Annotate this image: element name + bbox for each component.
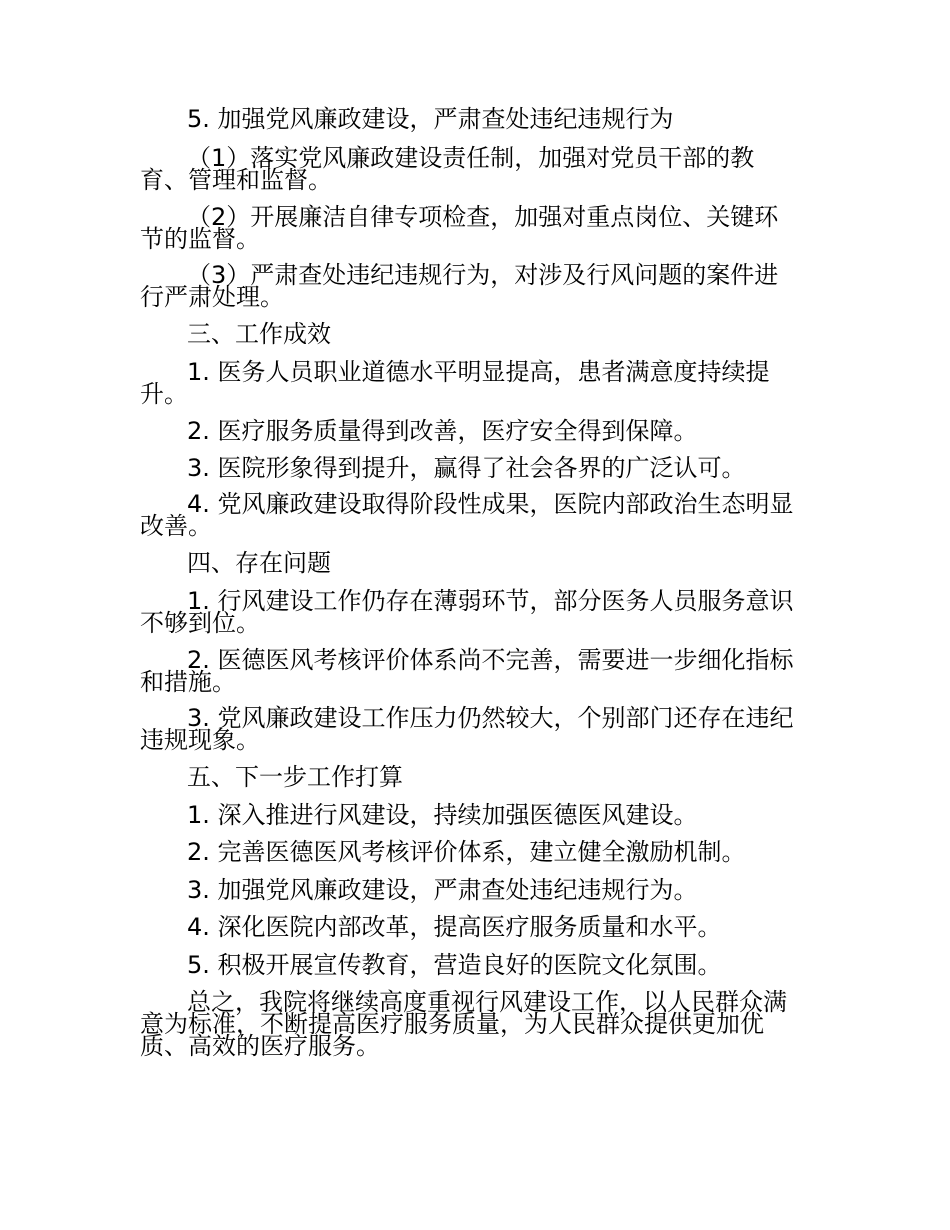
paragraph bbox=[140, 646, 820, 696]
text-line: 1. 医务人员职业道德水平明显提高，患者满意度持续提 bbox=[187, 358, 770, 386]
text-line: 升。 bbox=[140, 380, 188, 408]
section-heading bbox=[140, 549, 820, 577]
paragraph bbox=[140, 913, 820, 941]
text-line: 和措施。 bbox=[140, 668, 236, 696]
paragraph bbox=[140, 358, 820, 408]
text-line: （2）开展廉洁自律专项检查，加强对重点岗位、关键环 bbox=[187, 203, 779, 231]
paragraph bbox=[140, 838, 820, 866]
paragraph bbox=[140, 704, 820, 754]
text-line: 2. 医德医风考核评价体系尚不完善，需要进一步细化指标 bbox=[187, 646, 794, 674]
text-line: 不够到位。 bbox=[140, 609, 260, 637]
text-line: 5. 加强党风廉政建设，严肃查处违纪违规行为 bbox=[187, 105, 674, 133]
paragraph bbox=[140, 417, 820, 445]
text-line: 总之，我院将继续高度重视行风建设工作，以人民群众满 bbox=[187, 988, 787, 1016]
text-line: 3. 医院形象得到提升，赢得了社会各界的广泛认可。 bbox=[187, 454, 746, 482]
text-line: 行严肃处理。 bbox=[140, 283, 284, 311]
paragraph bbox=[140, 951, 820, 979]
text-line: 质、高效的医疗服务。 bbox=[140, 1032, 380, 1060]
section-heading bbox=[140, 320, 820, 348]
paragraph bbox=[140, 105, 820, 133]
text-line: 1. 深入推进行风建设，持续加强医德医风建设。 bbox=[187, 801, 698, 829]
text-line: 三、工作成效 bbox=[187, 320, 331, 348]
text-line: 4. 深化医院内部改革，提高医疗服务质量和水平。 bbox=[187, 913, 722, 941]
text-line: 2. 完善医德医风考核评价体系，建立健全激励机制。 bbox=[187, 838, 746, 866]
section-heading bbox=[140, 763, 820, 791]
text-line: 5. 积极开展宣传教育，营造良好的医院文化氛围。 bbox=[187, 951, 722, 979]
text-line: 1. 行风建设工作仍存在薄弱环节，部分医务人员服务意识 bbox=[187, 587, 794, 615]
text-line: （1）落实党风廉政建设责任制，加强对党员干部的教 bbox=[187, 144, 755, 172]
paragraph bbox=[140, 454, 820, 482]
paragraph bbox=[140, 587, 820, 637]
text-line: 3. 加强党风廉政建设，严肃查处违纪违规行为。 bbox=[187, 876, 698, 904]
text-line: 五、下一步工作打算 bbox=[187, 763, 403, 791]
text-line: 2. 医疗服务质量得到改善，医疗安全得到保障。 bbox=[187, 417, 698, 445]
text-line: 四、存在问题 bbox=[187, 549, 331, 577]
text-line: （3）严肃查处违纪违规行为，对涉及行风问题的案件进 bbox=[187, 261, 779, 289]
text-line: 4. 党风廉政建设取得阶段性成果，医院内部政治生态明显 bbox=[187, 490, 794, 518]
text-line: 3. 党风廉政建设工作压力仍然较大，个别部门还存在违纪 bbox=[187, 704, 794, 732]
paragraph bbox=[140, 144, 820, 194]
text-line: 育、管理和监督。 bbox=[140, 166, 332, 194]
text-line: 意为标准，不断提高医疗服务质量，为人民群众提供更加优 bbox=[140, 1010, 764, 1038]
closing-paragraph bbox=[140, 988, 820, 1060]
paragraph bbox=[140, 261, 820, 311]
text-line: 改善。 bbox=[140, 512, 212, 540]
paragraph bbox=[140, 490, 820, 540]
paragraph bbox=[140, 876, 820, 904]
paragraph bbox=[140, 203, 820, 253]
text-line: 违规现象。 bbox=[140, 726, 260, 754]
text-line: 节的监督。 bbox=[140, 225, 260, 253]
paragraph bbox=[140, 801, 820, 829]
